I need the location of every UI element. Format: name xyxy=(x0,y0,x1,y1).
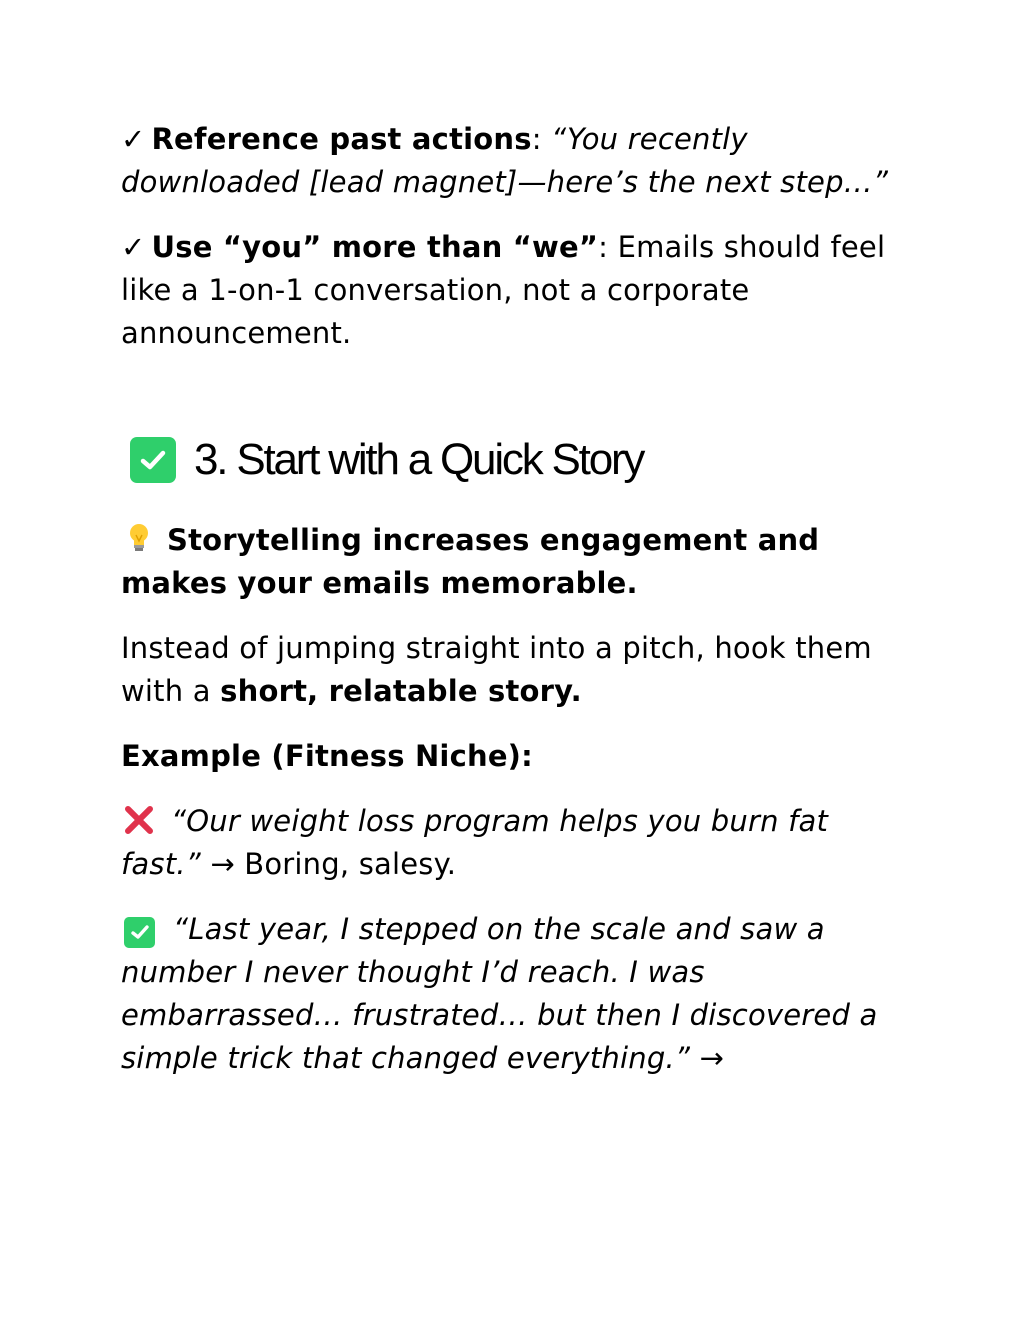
bad-example xyxy=(121,800,911,886)
bullet-text: Emails should feel like a 1-on-1 conversation, not a corporate announcement. xyxy=(121,230,886,350)
arrow-icon: → xyxy=(210,847,235,881)
checkmark-icon: ✓ xyxy=(121,230,146,264)
arrow-icon: → xyxy=(699,1041,725,1075)
document-page xyxy=(121,118,911,1102)
example-label-text: Example (Fitness Niche): xyxy=(121,739,533,773)
bad-example-verdict: Boring, salesy. xyxy=(244,847,457,881)
bullet-label: Use “you” more than “we” xyxy=(151,230,599,264)
bullet-label: Reference past actions xyxy=(151,122,532,156)
good-example xyxy=(121,908,911,1080)
bullet-colon: : xyxy=(598,230,609,264)
lightbulb-icon xyxy=(125,522,153,554)
section-heading xyxy=(121,425,911,495)
intro-paragraph xyxy=(121,627,911,713)
example-label xyxy=(121,735,911,778)
intro-bold: short, relatable story. xyxy=(220,674,582,708)
bullet-reference-past-actions xyxy=(121,118,911,204)
callout-text: Storytelling increases engagement and makes your emails memorable. xyxy=(121,523,820,600)
good-example-quote: “Last year, I stepped on the scale and saw a number I never thought I’d reach. I was embarrassed… frustrated… but then I discovered a simple trick that changed everything.” xyxy=(121,912,878,1075)
bullet-use-you xyxy=(121,226,911,355)
intro-text: Instead of jumping straight into a pitch, hook them with a xyxy=(121,631,872,708)
red-x-icon xyxy=(123,804,155,836)
bad-example-quote: “Our weight loss program helps you burn fat fast.” xyxy=(121,804,829,881)
bullet-colon: : xyxy=(531,122,542,156)
section-title: 3. Start with a Quick Story xyxy=(194,435,644,484)
checkmark-icon: ✓ xyxy=(121,122,146,156)
callout xyxy=(121,519,911,605)
green-checkbox-icon xyxy=(124,917,155,948)
bullet-quote: “You recently downloaded [lead magnet]—here’s the next step…” xyxy=(121,122,889,199)
green-checkbox-icon xyxy=(130,437,176,483)
